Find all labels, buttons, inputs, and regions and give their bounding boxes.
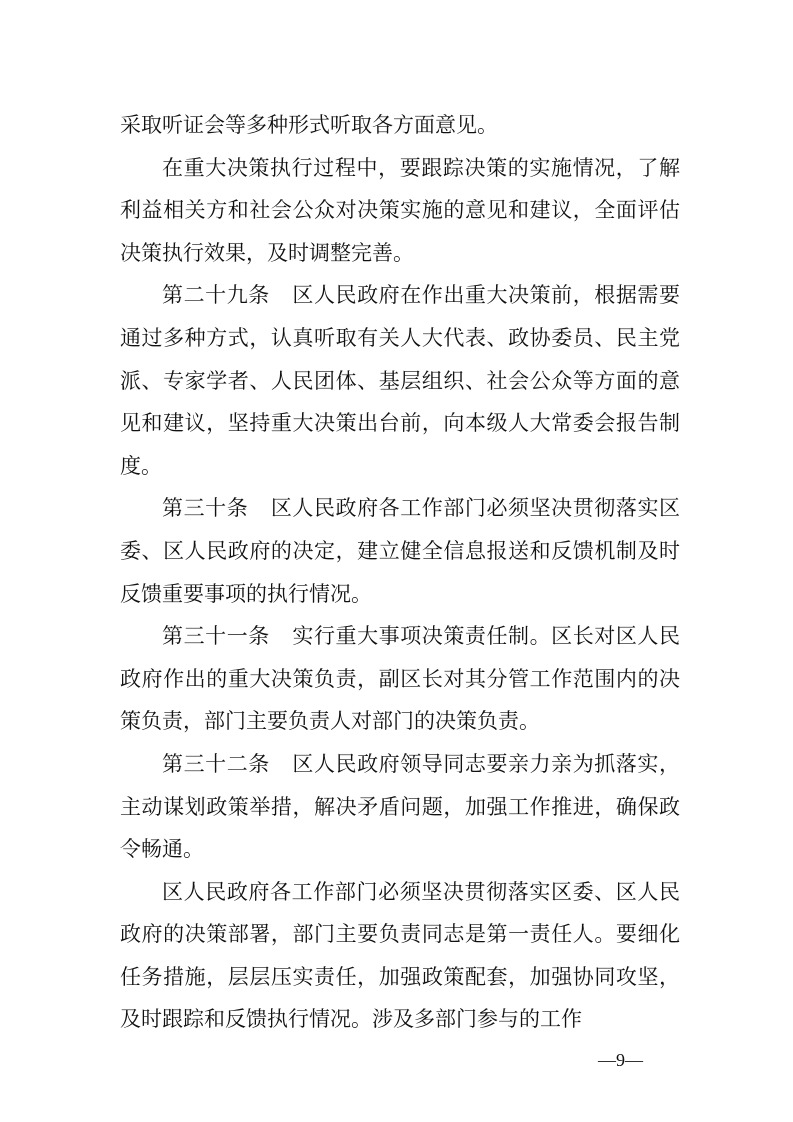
paragraph-2-text: 在重大决策执行过程中，要跟踪决策的实施情况，了解利益相关方和社会公众对决策实施的意见和建议，全面评估决策执行效果，及时调整完善。 [120,155,680,265]
article-30-heading: 第三十条 [162,496,249,521]
article-29 [120,274,680,487]
article-32-text: 区人民政府领导同志要亲力亲为抓落实，主动谋划政策举措，解决矛盾问题，加强工作推进，确保政令畅通。 [120,751,681,862]
paragraph-1-text: 采取听证会等多种形式听取各方面意见。 [120,113,498,137]
paragraph-1 [120,104,680,147]
article-30 [120,487,680,615]
article-31-text: 实行重大事项决策责任制。区长对区人民政府作出的重大决策负责，副区长对其分管工作范围内的决策负责，部门主要负责人对部门的决策负责。 [120,624,681,734]
article-29-heading: 第二十九条 [162,283,270,308]
article-31 [120,615,680,743]
paragraph-7-text: 区人民政府各工作部门必须坚决贯彻落实区委、区人民政府的决策部署，部门主要负责同志是第一责任人。要细化任务措施，层层压实责任，加强政策配套，加强协同攻坚，及时跟踪和反馈执行情况。涉及多部门参与的工作 [120,879,680,1032]
article-29-text: 区人民政府在作出重大决策前，根据需要通过多种方式，认真听取有关人大代表、政协委员、民主党派、专家学者、人民团体、基层组织、社会公众等方面的意见和建议，坚持重大决策出台前，向本级人大常委会报告制度。 [120,283,681,478]
article-32-heading: 第三十二条 [162,751,270,776]
article-31-heading: 第三十一条 [162,624,270,649]
paragraph-7 [120,871,680,1041]
document-body [120,104,680,1041]
article-32 [120,743,680,871]
article-30-text: 区人民政府各工作部门必须坚决贯彻落实区委、区人民政府的决定，建立健全信息报送和反馈机制及时反馈重要事项的执行情况。 [120,496,681,606]
paragraph-2 [120,147,680,275]
page-number: —9— [598,1050,643,1070]
